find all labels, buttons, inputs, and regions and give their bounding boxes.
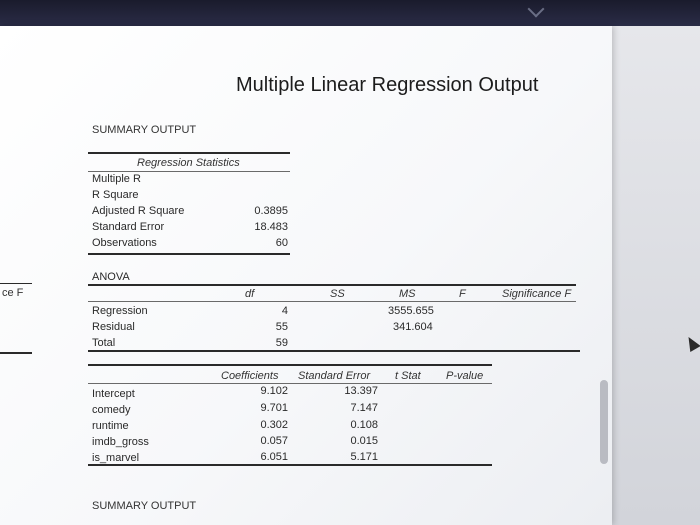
regstats-header-rule (88, 171, 290, 172)
summary-output-footer: SUMMARY OUTPUT (92, 500, 197, 512)
anova-df: 4 (281, 305, 288, 317)
coef-std-error: 0.108 (350, 419, 378, 431)
anova-row-label: Regression (92, 305, 148, 317)
coef-row-label: runtime (92, 420, 129, 432)
anova-row-label: Total (92, 337, 116, 349)
page-title: Multiple Linear Regression Output (236, 74, 539, 96)
coef-value: 9.701 (260, 402, 288, 414)
coef-col-header: t Stat (395, 370, 421, 382)
regstats-header: Regression Statistics (137, 157, 240, 169)
regstats-label: Multiple R (92, 173, 141, 185)
summary-output-label: SUMMARY OUTPUT (92, 124, 197, 136)
coef-value: 6.051 (260, 451, 288, 463)
regstats-top-rule (88, 152, 290, 154)
coef-bottom-rule (88, 464, 492, 466)
anova-top-rule (88, 284, 576, 286)
regstats-label: R Square (92, 189, 139, 201)
anova-col-header: MS (399, 288, 416, 300)
regstats-bottom-rule (88, 253, 290, 255)
anova-col-header: SS (330, 288, 345, 300)
coef-std-error: 0.015 (350, 435, 378, 447)
anova-header-rule (88, 301, 576, 302)
anova-col-header: F (459, 288, 466, 300)
coef-std-error: 5.171 (350, 451, 378, 463)
anova-df: 55 (275, 321, 288, 333)
anova-row-label: Residual (92, 321, 135, 333)
coef-row-label: Intercept (92, 388, 135, 400)
chevron-icon (528, 1, 545, 18)
regstats-value: 0.3895 (254, 205, 288, 217)
coef-row-label: comedy (92, 404, 131, 416)
coef-std-error: 13.397 (344, 385, 378, 397)
anova-col-header: df (245, 288, 255, 300)
regstats-label: Observations (92, 237, 157, 249)
previous-page-rule (0, 352, 32, 354)
regstats-label: Adjusted R Square (92, 205, 185, 217)
anova-ms: 341.604 (393, 321, 433, 333)
coef-col-header: Coefficients (221, 370, 279, 382)
anova-col-header: Significance F (502, 288, 572, 300)
coef-value: 0.302 (260, 419, 288, 431)
side-panel (612, 26, 700, 525)
coef-col-header: P-value (446, 370, 484, 382)
anova-title: ANOVA (92, 271, 130, 283)
regstats-value: 60 (275, 237, 288, 249)
window-top-bar (0, 0, 700, 26)
anova-bottom-rule (88, 350, 580, 352)
coef-col-header: Standard Error (298, 370, 371, 382)
coef-value: 0.057 (260, 435, 288, 447)
coef-top-rule (88, 364, 492, 366)
scrollbar-thumb[interactable] (600, 380, 608, 464)
coef-std-error: 7.147 (350, 402, 378, 414)
coef-row-label: is_marvel (92, 452, 140, 464)
regstats-label: Standard Error (92, 221, 165, 233)
anova-df: 59 (275, 337, 288, 349)
regstats-value: 18.483 (254, 221, 288, 233)
left-edge-label: ce F (2, 287, 24, 299)
coef-value: 9.102 (260, 385, 288, 397)
coef-header-rule (88, 383, 492, 384)
anova-ms: 3555.655 (388, 305, 434, 317)
coef-row-label: imdb_gross (92, 436, 149, 448)
